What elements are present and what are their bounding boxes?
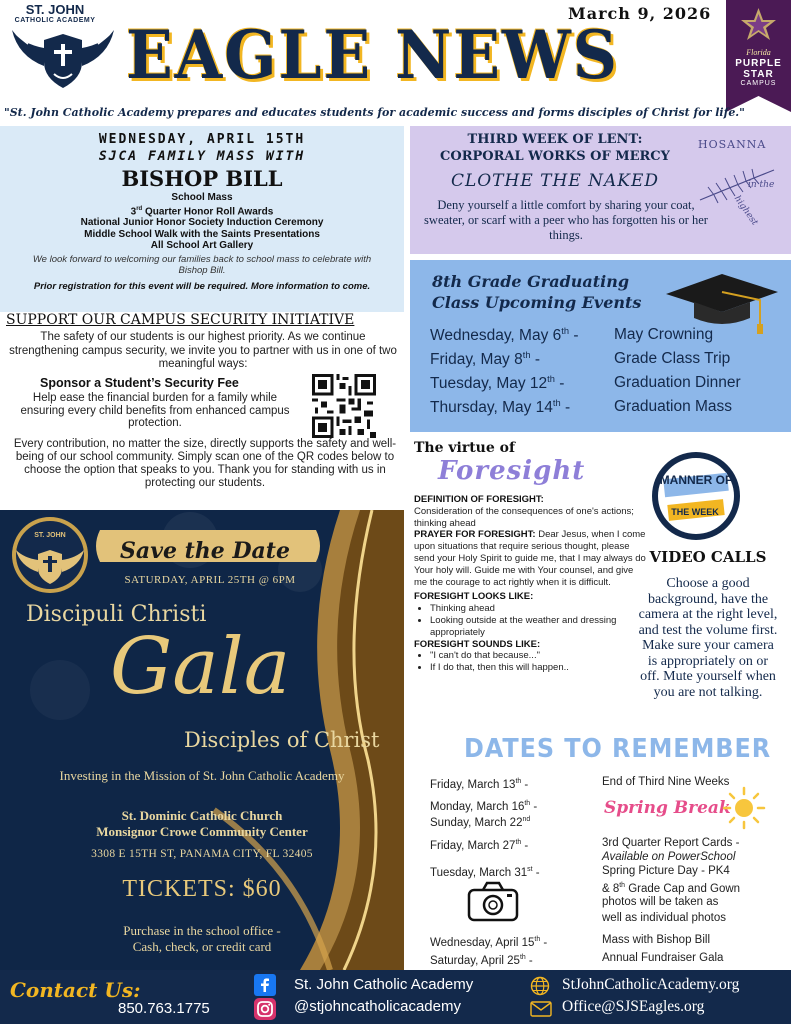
gala-latin-title: Discipuli Christi [26, 602, 207, 627]
lent-works-heading: CORPORAL WORKS OF MERCY [440, 149, 670, 164]
mass-event: All School Art Gallery [150, 240, 254, 252]
dates-heading: DATES TO REMEMBER [464, 734, 772, 764]
manner-badge-top: MANNER OF [659, 473, 733, 487]
gala-tickets: TICKETS: $60 [122, 876, 282, 902]
event-item: well as individual photos [602, 912, 727, 924]
list-item: • If I do that, then this will happen.. [430, 662, 646, 674]
event-item: Annual Fundraiser Gala [602, 952, 724, 964]
gala-purchase-info [0, 923, 404, 955]
security-intro: The safety of our students is our highest priority. As we continue strengthening campus security, we invite you to partner with us in one of two meaningful ways: [9, 331, 397, 370]
grad-event-name: Grade Class Trip [614, 350, 731, 367]
website-link[interactable]: StJohnCatholicAcademy.org [562, 976, 740, 993]
hosanna-text: HOSANNA [698, 138, 767, 151]
mass-event-number: 3 [130, 205, 137, 217]
mass-event: National Junior Honor Society Induction Ceremony [80, 217, 324, 229]
prayer-text: Dear Jesus, when I come upon situations that require serious thought, please send your Holy Spirit to guide me, that I may always do Your holy will. Guide me with Your counsel, and give me the courage to act rightly when it is difficult. [414, 529, 646, 588]
grad-day-text: Friday, May 8 [430, 351, 523, 369]
gala-title: Gala [110, 622, 291, 712]
mass-guest: BISHOP BILL [121, 166, 283, 191]
globe-icon [530, 976, 550, 996]
newsletter-title: EAGLE NEWS [126, 16, 619, 94]
date-separator: - [532, 866, 540, 879]
issue-date: March 9, 2026 [568, 4, 712, 23]
gala-english-title: Disciples of Christ [184, 728, 380, 752]
event-item: 3rd Quarter Report Cards - [602, 837, 740, 849]
grad-event-day [430, 374, 564, 393]
mass-event: School Mass [171, 192, 233, 203]
virtue-name: Foresight [438, 456, 586, 486]
gala-date-time: SATURDAY, APRIL 25TH @ 6PM [124, 574, 296, 586]
event-item [602, 879, 740, 896]
date-suffix: nd [522, 816, 531, 823]
email-link[interactable]: Office@SJSEagles.org [562, 998, 705, 1015]
date-item [430, 863, 540, 880]
date-text: Sunday, March 22 [430, 816, 523, 829]
date-text: Tuesday, March 31 [430, 866, 528, 879]
date-suffix: th [519, 954, 526, 961]
grad-day-separator: - [554, 375, 565, 393]
grad-day-text: Thursday, May 14 [430, 399, 553, 417]
date-text: Friday, March 27 [430, 839, 516, 852]
gala-investing-line: Investing in the Mission of St. John Catholic Academy [59, 768, 345, 783]
sounds-label-text: FORESIGHT SOUNDS LIKE: [414, 638, 541, 650]
date-separator: - [521, 778, 529, 791]
event-suffix: th [619, 882, 626, 889]
gala-save-the-date: Save the Date [120, 538, 290, 564]
sounds-list [414, 650, 646, 674]
in-the-text: in the [748, 180, 775, 190]
gala-flyer [0, 510, 404, 970]
security-heading: SUPPORT OUR CAMPUS SECURITY INITIATIVE [6, 312, 355, 328]
date-text: Wednesday, April 15 [430, 936, 535, 949]
event-item: Mass with Bishop Bill [602, 934, 711, 946]
mass-event-list [0, 192, 404, 252]
badge-florida: Florida [746, 48, 771, 57]
badge-purple: PURPLE [735, 58, 782, 69]
phone-number[interactable]: 850.763.1775 [118, 1000, 210, 1017]
spring-break: Spring Break [604, 798, 731, 818]
looks-label-text: FORESIGHT LOOKS LIKE: [414, 591, 534, 603]
event-item: Available on PowerSchool [602, 851, 736, 863]
grad-event-day [430, 398, 570, 417]
grad-day-separator: - [569, 327, 579, 345]
mass-event [0, 204, 404, 218]
grad-day-suffix: th [547, 374, 555, 384]
date-suffix: st [527, 866, 533, 873]
date-item [430, 951, 533, 968]
instagram-link[interactable]: @stjohncatholicacademy [294, 998, 461, 1015]
grad-day-separator: - [530, 351, 540, 369]
lent-theme: CLOTHE THE NAKED [450, 171, 660, 191]
mass-event-text: Quarter Honor Roll Awards [142, 205, 274, 217]
mission-tagline: "St. John Catholic Academy prepares and educates students for academic success and forms disciples of Christ for life." [4, 106, 745, 119]
mass-date: WEDNESDAY, APRIL 15TH [98, 132, 306, 147]
virtue-heading: The virtue of [414, 440, 515, 456]
badge-purple-star [726, 58, 791, 80]
list-item: • Thinking ahead [430, 603, 646, 615]
prayer-block [414, 529, 646, 588]
date-suffix: th [534, 936, 541, 943]
date-suffix: th [515, 839, 522, 846]
gala-center-name: Monsignor Crowe Community Center [96, 824, 308, 839]
looks-label [414, 591, 646, 603]
date-item [430, 933, 547, 950]
mass-registration-note: Prior registration for this event will be required. More information to come. [33, 281, 371, 292]
gala-address: 3308 E 15TH ST, PANAMA CITY, FL 32405 [91, 848, 313, 860]
grad-event-day [430, 326, 578, 345]
gala-purchase-line2: Cash, check, or credit card [132, 939, 272, 954]
security-closing: Every contribution, no matter the size, directly supports the safety and well-being of our school community. Simply scan one of the QR codes below to choose the option that speaks to you. Thank you for standing with us in protecting our students. [13, 438, 397, 489]
date-item [430, 813, 530, 830]
grad-event-name: May Crowning [614, 326, 714, 343]
looks-list [414, 603, 646, 638]
date-suffix: th [515, 778, 522, 785]
date-item [430, 797, 537, 814]
grad-event-list [430, 326, 790, 422]
manner-heading: VIDEO CALLS [649, 548, 767, 566]
event-text: & 8 [602, 882, 620, 895]
svg-text:ST. JOHN: ST. JOHN [34, 532, 66, 539]
highest-text: highest [731, 194, 760, 228]
mass-event: Middle School Walk with the Saints Presentations [84, 228, 320, 240]
logo-school-name: ST. JOHN [25, 2, 85, 17]
gala-purchase-line1: Purchase in the school office - [123, 923, 281, 938]
list-item [430, 350, 790, 374]
definition-label-text: DEFINITION OF FORESIGHT: [414, 494, 544, 505]
mail-icon [530, 1001, 552, 1017]
mass-welcome-note: We look forward to welcoming our families back to school mass to celebrate with Bishop Bill. [32, 254, 372, 276]
mass-subtitle: SJCA FAMILY MASS WITH [98, 149, 306, 164]
grad-heading-line1: 8th Grade Graduating [432, 272, 630, 291]
grad-event-day [430, 350, 540, 369]
event-text-tail: Grade Cap and Gown [625, 882, 741, 895]
grad-event-name: Graduation Dinner [614, 374, 741, 391]
virtue-body [414, 494, 646, 674]
date-text: Saturday, April 25 [430, 954, 520, 967]
list-item: • Looking outside at the weather and dressing appropriately [430, 615, 646, 639]
gala-church-name: St. Dominic Catholic Church [121, 808, 283, 823]
contact-label: Contact Us: [10, 978, 141, 1002]
mass-event-suffix: rd [136, 205, 143, 212]
facebook-link[interactable]: St. John Catholic Academy [294, 976, 474, 993]
grad-event-name: Graduation Mass [614, 398, 733, 415]
grad-day-suffix: th [522, 350, 531, 360]
date-item [430, 775, 528, 792]
security-subheading: Sponsor a Student’s Security Fee [40, 376, 239, 390]
grad-day-text: Wednesday, May 6 [430, 327, 562, 345]
camera-icon [466, 880, 520, 924]
list-item: • "I can't do that because..." [430, 650, 646, 662]
date-separator: - [521, 839, 529, 852]
event-item: photos will be taken as [602, 896, 719, 908]
manner-badge-bottom: THE WEEK [671, 507, 719, 517]
date-text: Monday, March 16 [430, 800, 525, 813]
list-item [430, 374, 790, 398]
facebook-icon[interactable] [254, 974, 276, 996]
lent-text: Deny yourself a little comfort by sharing your coat, sweater, or scarf with a peer who has forgotten his or her things. [424, 198, 708, 242]
badge-campus: CAMPUS [740, 80, 777, 87]
date-text: Friday, March 13 [430, 778, 516, 791]
family-mass-panel [0, 126, 404, 312]
date-separator: - [525, 954, 533, 967]
date-separator: - [530, 800, 538, 813]
grad-heading-line2: Class Upcoming Events [432, 293, 642, 312]
sounds-label [414, 639, 646, 651]
definition-text: Consideration of the consequences of one's actions; thinking ahead [414, 505, 634, 529]
grad-day-text: Tuesday, May 12 [430, 375, 548, 393]
grad-day-separator: - [560, 399, 571, 417]
definition-label [414, 494, 646, 506]
manner-of-the-week-badge-icon [650, 450, 742, 542]
security-sub-text: Help ease the financial burden for a family while ensuring every child benefits from enhanced campus protection. [20, 392, 290, 429]
graduation-cap-icon [660, 270, 782, 336]
date-suffix: th [524, 800, 531, 807]
date-separator: - [540, 936, 548, 949]
date-item [430, 836, 528, 853]
grad-day-suffix: th [561, 326, 570, 336]
prayer-label: PRAYER FOR FORESIGHT: [414, 529, 536, 541]
gala-venue [0, 808, 404, 840]
lent-week-heading: THIRD WEEK OF LENT: [467, 132, 643, 147]
badge-star: STAR [743, 69, 774, 80]
logo-school-subtitle: CATHOLIC ACADEMY [14, 17, 96, 24]
manner-text: Choose a good background, have the camera at the right level, and test the volume first. Make sure your camera is appropriately on or off. Mute yourself when you are not talking. [638, 576, 778, 700]
qr-code-icon[interactable] [312, 374, 376, 438]
list-item [430, 398, 790, 422]
sun-icon [722, 786, 766, 830]
event-item: Spring Picture Day - PK4 [602, 865, 730, 877]
instagram-icon[interactable] [254, 998, 276, 1020]
event-item: End of Third Nine Weeks [602, 776, 730, 788]
grad-day-suffix: th [552, 398, 561, 408]
